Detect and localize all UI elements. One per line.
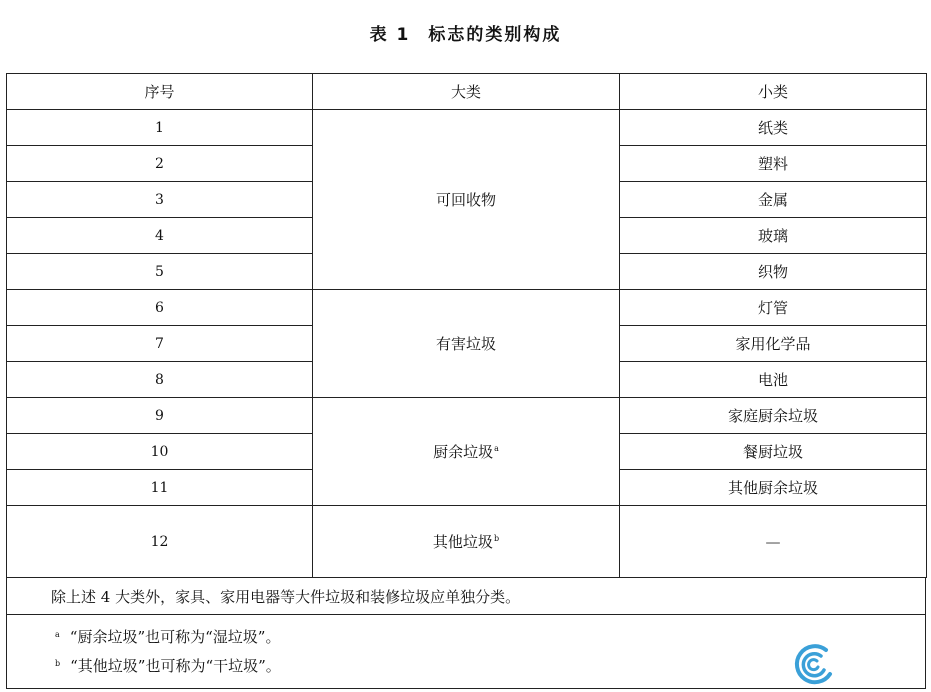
table-title xyxy=(0,20,931,45)
watermark-logo-icon xyxy=(790,640,836,686)
row-no: 1 xyxy=(7,110,313,146)
table-caption: 标志的类别构成 xyxy=(428,25,562,45)
table-row xyxy=(7,110,927,146)
row-sub: — xyxy=(620,506,927,578)
row-no: 7 xyxy=(7,326,313,362)
table-row xyxy=(7,290,927,326)
category-recyclable: 可回收物 xyxy=(313,110,620,290)
category-kitchen-label: 厨余垃圾 xyxy=(433,443,494,461)
header-no: 序号 xyxy=(7,74,313,110)
row-no: 2 xyxy=(7,146,313,182)
footnote-b xyxy=(55,655,281,676)
row-no: 8 xyxy=(7,362,313,398)
table-note: 除上述 4 大类外，家具、家用电器等大件垃圾和装修垃圾应单独分类。 xyxy=(6,577,926,615)
row-no: 12 xyxy=(7,506,313,578)
table-number: 表 1 xyxy=(369,25,411,45)
row-sub: 家庭厨余垃圾 xyxy=(620,398,927,434)
footnote-mark: b xyxy=(55,659,61,668)
row-no: 3 xyxy=(7,182,313,218)
row-no: 4 xyxy=(7,218,313,254)
category-kitchen xyxy=(313,398,620,506)
row-sub: 塑料 xyxy=(620,146,927,182)
row-sub: 织物 xyxy=(620,254,927,290)
category-hazardous: 有害垃圾 xyxy=(313,290,620,398)
category-table xyxy=(6,73,927,578)
footnote-ref-b: b xyxy=(493,534,500,543)
row-sub: 家用化学品 xyxy=(620,326,927,362)
row-no: 10 xyxy=(7,434,313,470)
row-sub: 灯管 xyxy=(620,290,927,326)
footnote-mark: a xyxy=(55,630,60,639)
row-no: 5 xyxy=(7,254,313,290)
row-sub: 电池 xyxy=(620,362,927,398)
row-sub: 金属 xyxy=(620,182,927,218)
row-sub: 玻璃 xyxy=(620,218,927,254)
header-category: 大类 xyxy=(313,74,620,110)
row-sub: 其他厨余垃圾 xyxy=(620,470,927,506)
row-sub: 餐厨垃圾 xyxy=(620,434,927,470)
header-subcategory: 小类 xyxy=(620,74,927,110)
table-row xyxy=(7,506,927,578)
category-other-label: 其他垃圾 xyxy=(432,533,493,551)
header-row xyxy=(7,74,927,110)
footnote-a xyxy=(55,626,280,647)
footnotes xyxy=(6,614,926,689)
category-other xyxy=(313,506,620,578)
footnote-ref-a: a xyxy=(494,444,499,453)
footnote-text: “厨余垃圾”也可称为“湿垃圾”。 xyxy=(69,628,281,646)
table-row xyxy=(7,398,927,434)
row-no: 11 xyxy=(7,470,313,506)
row-no: 6 xyxy=(7,290,313,326)
row-sub: 纸类 xyxy=(620,110,927,146)
footnote-text: “其他垃圾”也可称为“干垃圾”。 xyxy=(70,657,281,675)
row-no: 9 xyxy=(7,398,313,434)
